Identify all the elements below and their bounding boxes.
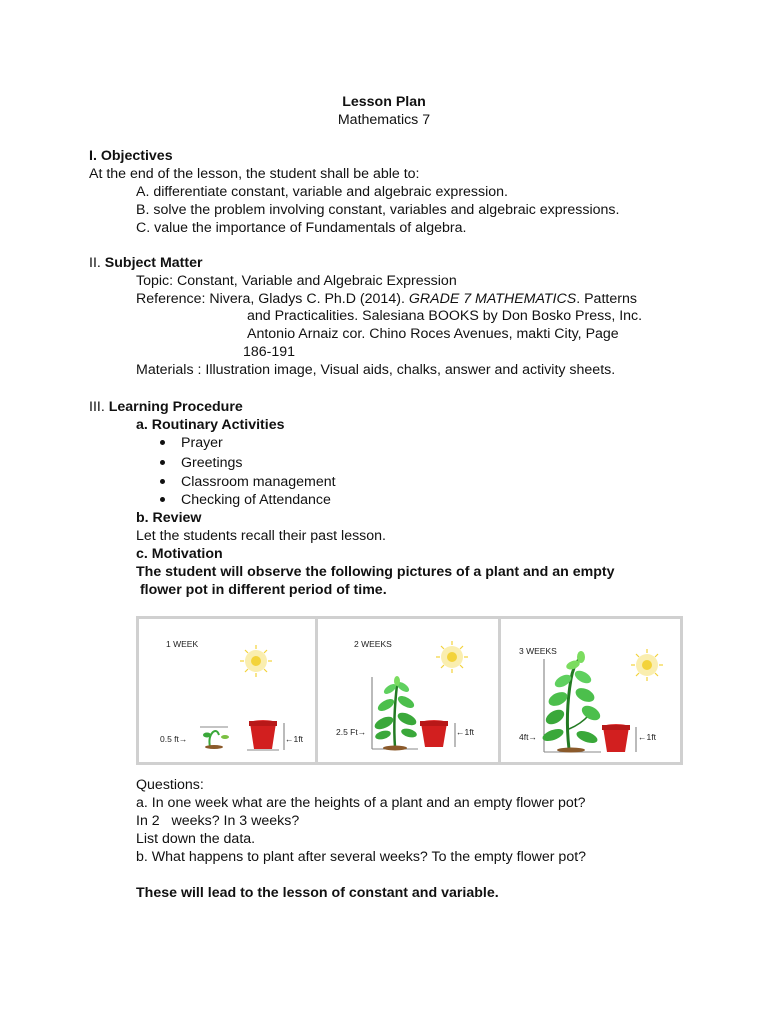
flower-pot-icon [602,724,630,752]
routinary-item: Classroom management [181,474,336,490]
flower-pot-icon [420,720,448,747]
panel-label: 3 WEEKS [519,646,557,656]
week-2-drawing [318,619,498,762]
reference-continuation: and Practicalities. Salesiana BOOKS by Don Bosko Press, Inc. [247,308,643,324]
plant-height-label: 4ft→ [519,732,537,742]
plant-icon [541,651,603,753]
document-title: Lesson Plan [342,94,426,110]
sun-icon [436,641,468,673]
pot-height-label: ←1ft [638,732,656,742]
pot-height-label: ←1ft [456,727,474,737]
panel-label: 1 WEEK [166,639,199,649]
motivation-text: The student will observe the following pictures of a plant and an empty [136,564,615,580]
question-line: List down the data. [136,831,256,847]
routinary-item: Prayer [181,435,223,451]
bullet-icon [160,460,165,465]
panel-label: 2 WEEKS [354,639,392,649]
plant-illustration [136,616,683,765]
question-line: b. What happens to plant after several weeks? To the empty flower pot? [136,849,587,865]
routinary-heading: a. Routinary Activities [136,417,285,433]
illustration-panel-week-1 [139,619,315,762]
bullet-icon [160,440,165,445]
document-subject: Mathematics 7 [337,112,431,128]
objective-item: C. value the importance of Fundamentals of algebra. [136,220,467,236]
reference-continuation: Antonio Arnaiz cor. Chino Roces Avenues, makti City, Page [247,326,619,342]
motivation-heading: c. Motivation [136,546,223,562]
review-heading: b. Review [136,510,202,526]
reference-label: Reference: Nivera, Gladys C. Ph.D (2014). [136,291,409,307]
sprout-icon [200,727,229,749]
review-text: Let the students recall their past lesson. [136,528,386,544]
subject-matter-number: II. [89,255,101,271]
objectives-intro: At the end of the lesson, the student shall be able to: [89,166,420,182]
pot-height-label: ←1ft [285,734,303,744]
sun-icon [631,649,663,681]
routinary-item: Greetings [181,455,243,471]
reference-pages: 186-191 [243,344,296,360]
procedure-heading [89,398,243,416]
objectives-heading: I. Objectives [89,148,173,164]
illustration-panel-week-3 [501,619,680,762]
question-line: a. In one week what are the heights of a plant and an empty flower pot? [136,795,586,811]
procedure-title: Learning Procedure [108,399,243,415]
question-line: In 2 weeks? In 3 weeks? [136,813,300,829]
subject-matter-title: Subject Matter [104,255,203,271]
questions-heading: Questions: [136,777,204,793]
procedure-number: III. [89,399,105,415]
illustration-panel-week-2 [318,619,498,762]
plant-height-label: 2.5 Ft→ [336,727,367,737]
reference-after: . Patterns [576,291,637,307]
conclusion-text: These will lead to the lesson of constant and variable. [136,885,499,901]
plant-icon [372,676,418,751]
motivation-text: flower pot in different period of time. [136,582,387,598]
flower-pot-icon [247,720,279,750]
objective-item: A. differentiate constant, variable and algebraic expression. [136,184,508,200]
subject-matter-heading [89,254,203,272]
sun-icon [240,645,272,677]
objective-item: B. solve the problem involving constant, variables and algebraic expressions. [136,202,620,218]
routinary-item: Checking of Attendance [181,492,331,508]
topic-line: Topic: Constant, Variable and Algebraic Expression [136,273,457,289]
bullet-icon [160,497,165,502]
reference-line [136,290,637,308]
plant-height-label: 0.5 ft→ [160,734,188,744]
reference-book-title: GRADE 7 MATHEMATICS [408,291,577,307]
bullet-icon [160,479,165,484]
materials-line: Materials : Illustration image, Visual aids, chalks, answer and activity sheets. [136,362,616,378]
